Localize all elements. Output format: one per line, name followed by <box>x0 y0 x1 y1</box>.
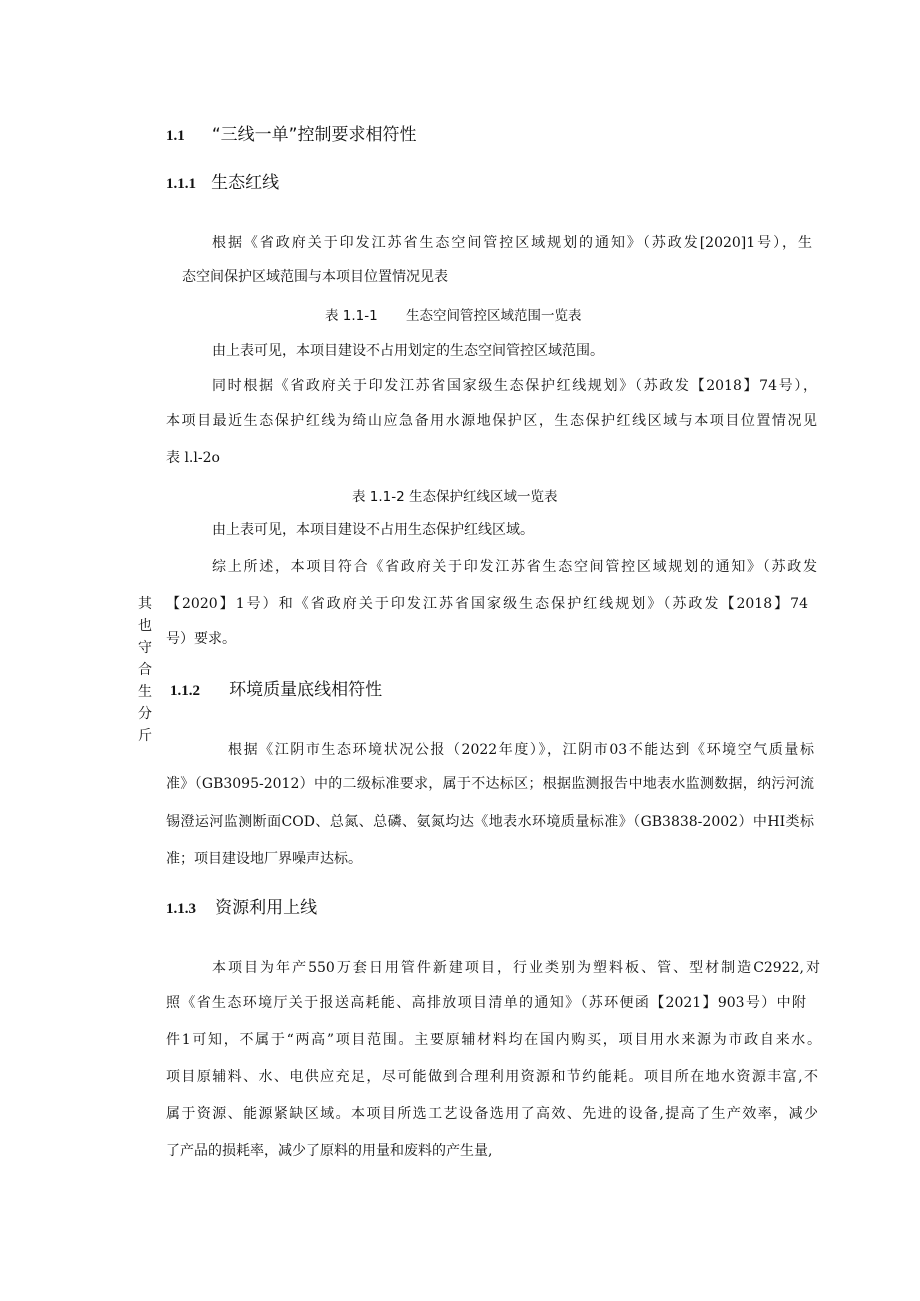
paragraph-line: 了产品的损耗率，减少了原料的用量和废料的产生量, <box>166 1143 493 1159</box>
table-caption <box>325 304 582 324</box>
table-caption-title: 生态空间管控区域范围一览表 <box>406 308 582 324</box>
paragraph-line: 准》（GB3095-2012）中的二级标准要求，属于不达标区；根据监测报告中地表水监测数据，纳污河流 <box>166 776 814 792</box>
paragraph-line: 【2020】1号）和《省政府关于印发江苏省国家级生态保护红线规划》（苏政发【2018】74 <box>166 596 808 612</box>
paragraph-line: 同时根据《省政府关于印发江苏省国家级生态保护红线规划》（苏政发【2018】74号）， <box>212 378 817 394</box>
paragraph-line: 本项目最近生态保护红线为绮山应急备用水源地保护区，生态保护红线区域与本项目位置情况见 <box>166 413 817 429</box>
side-vertical-label: 其也守合生分斤 <box>138 596 152 744</box>
paragraph-line: 锡澄运河监测断面COD、总氮、总磷、氨氮均达《地表水环境质量标准》（GB3838-2002）中HI类标 <box>166 814 814 830</box>
paragraph-line: 本项目为年产550万套日用管件新建项目，行业类别为塑料板、管、型材制造C2922,对 <box>212 960 820 976</box>
section-title: 环境质量底线相符性 <box>229 680 383 700</box>
section-heading-1-1 <box>166 120 416 145</box>
section-heading-1-1-3 <box>166 893 317 918</box>
table-caption: 表 1.1-2 生态保护红线区域一览表 <box>352 489 558 505</box>
paragraph-line: 项目原辅料、水、电供应充足，尽可能做到合理利用资源和节约能耗。项目所在地水资源丰富,不 <box>166 1069 818 1085</box>
paragraph-line: 表 l.l-2o <box>166 450 220 466</box>
section-title: “三线一单”控制要求相符性 <box>211 125 417 145</box>
paragraph-line: 由上表可见，本项目建设不占用生态保护红线区域。 <box>212 522 534 538</box>
paragraph-line: 根据《江阴市生态环境状况公报（2022年度）》，江阴市03不能达到《环境空气质量标 <box>228 742 814 758</box>
paragraph-line: 件1可知，不属于“两高”项目范围。主要原辅材料均在国内购买，项目用水来源为市政自来水。 <box>166 1032 821 1048</box>
section-heading-1-1-2 <box>170 675 382 700</box>
paragraph-line: 属于资源、能源紧缺区域。本项目所选工艺设备选用了高效、先进的设备,提高了生产效率，减少 <box>166 1106 818 1122</box>
paragraph-line: 综上所述，本项目符合《省政府关于印发江苏省生态空间管控区域规划的通知》（苏政发 <box>212 559 817 575</box>
section-number: 1.1.3 <box>166 901 196 917</box>
section-title: 生态红线 <box>211 173 280 193</box>
paragraph-line: 根据《省政府关于印发江苏省生态空间管控区域规划的通知》（苏政发[2020]1号），生 <box>212 235 812 251</box>
paragraph-line: 号）要求。 <box>166 631 236 647</box>
paragraph-line: 由上表可见，本项目建设不占用划定的生态空间管控区域范围。 <box>212 343 604 359</box>
section-number: 1.1.2 <box>170 683 200 699</box>
paragraph-line: 准；项目建设地厂界噪声达标。 <box>166 851 362 867</box>
section-number: 1.1.1 <box>166 176 196 192</box>
section-number: 1.1 <box>166 128 185 144</box>
table-caption-number: 表 1.1-1 <box>325 308 378 324</box>
section-title: 资源利用上线 <box>215 898 318 918</box>
section-heading-1-1-1 <box>166 168 279 193</box>
paragraph-line: 态空间保护区域范围与本项目位置情况见表 <box>182 269 448 285</box>
paragraph-line: 照《省生态环境厅关于报送高耗能、高排放项目清单的通知》（苏环便函【2021】903号）中附 <box>166 995 806 1011</box>
